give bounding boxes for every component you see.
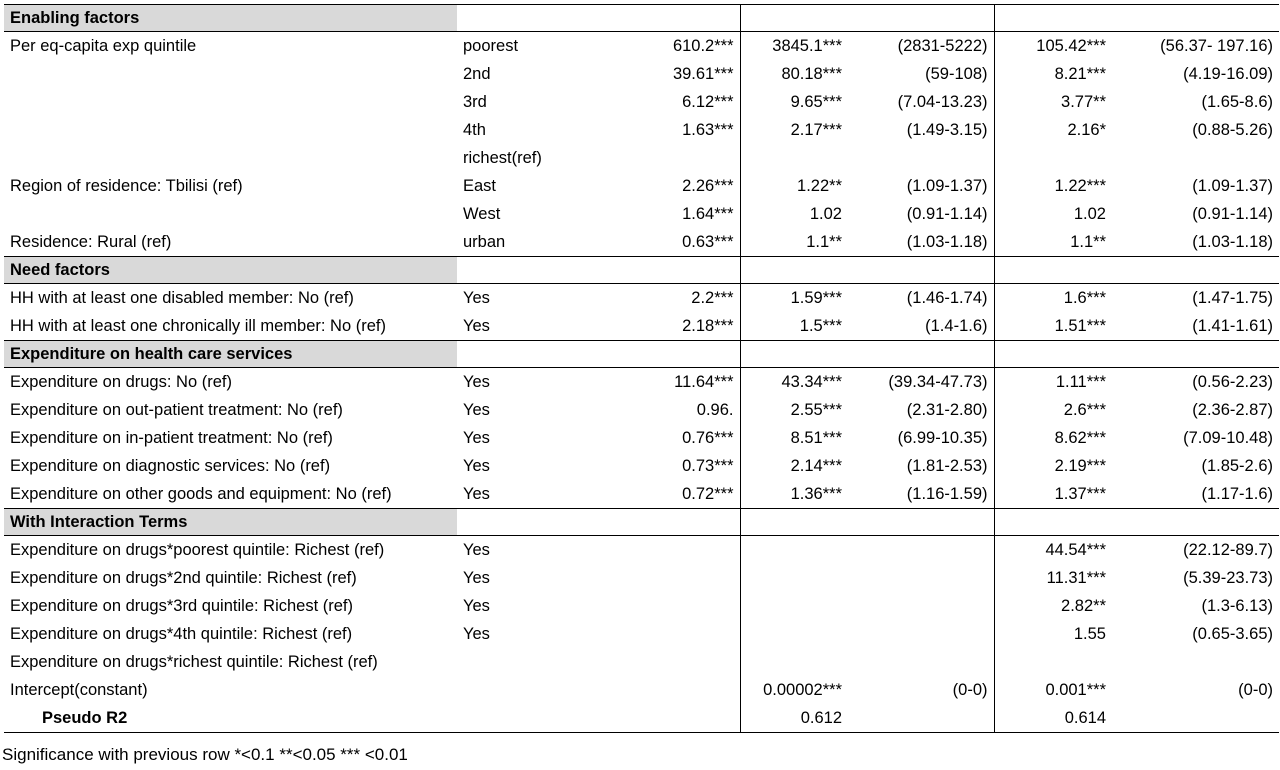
section-header-row — [4, 257, 1279, 284]
model2-confidence-interval — [848, 592, 994, 620]
model2-coefficient: 80.18*** — [740, 60, 848, 88]
model2-coefficient: 1.36*** — [740, 480, 848, 509]
model2-confidence-interval: (1.03-1.18) — [906, 233, 988, 251]
category-level: Yes — [463, 401, 490, 419]
model3-coefficient: 1.11*** — [994, 368, 1112, 397]
model2-confidence-interval — [848, 648, 994, 676]
category-level: 2nd — [463, 65, 491, 83]
empty-cell — [457, 257, 609, 284]
model3-coefficient: 0.001*** — [994, 676, 1112, 704]
model1-coefficient: 0.72*** — [682, 485, 734, 503]
empty-cell — [1112, 341, 1279, 368]
table-row — [4, 676, 1279, 704]
model2-confidence-interval: (0-0) — [952, 681, 988, 699]
table-row — [4, 592, 1279, 620]
model2-confidence-interval: (1.46-1.74) — [906, 289, 988, 307]
model3-coefficient: 105.42*** — [994, 32, 1112, 61]
model2-confidence-interval: (39.34-47.73) — [888, 373, 988, 391]
model2-coefficient: 2.55*** — [740, 396, 848, 424]
model2-coefficient — [740, 564, 848, 592]
empty-cell — [740, 509, 848, 536]
model2-coefficient: 1.22** — [740, 172, 848, 200]
empty-cell — [609, 509, 740, 536]
section-heading: Enabling factors — [4, 5, 457, 32]
empty-cell — [609, 341, 740, 368]
model1-coefficient: 2.26*** — [682, 177, 734, 195]
model3-confidence-interval: (4.19-16.09) — [1183, 65, 1273, 83]
variable-label: Expenditure on drugs: No (ref) — [10, 373, 232, 391]
category-level: Yes — [463, 289, 490, 307]
table-row — [4, 116, 1279, 144]
model3-confidence-interval: (1.09-1.37) — [1192, 177, 1273, 195]
model1-coefficient — [609, 144, 740, 172]
variable-label: Expenditure on diagnostic services: No (ref) — [10, 457, 331, 475]
category-level: East — [463, 177, 497, 195]
category-level: Yes — [463, 597, 490, 615]
category-level: Yes — [463, 317, 490, 335]
model2-confidence-interval: (2831-5222) — [897, 37, 988, 55]
model3-coefficient: 44.54*** — [994, 536, 1112, 565]
variable-label: Intercept(constant) — [10, 681, 148, 699]
section-heading: Need factors — [4, 257, 457, 284]
model2-coefficient: 8.51*** — [740, 424, 848, 452]
regression-results-table — [4, 4, 1279, 733]
model2-coefficient: 43.34*** — [740, 368, 848, 397]
model3-confidence-interval: (0.88-5.26) — [1192, 121, 1273, 139]
model1-coefficient: 2.18*** — [682, 317, 734, 335]
model2-confidence-interval: (1.49-3.15) — [906, 121, 988, 139]
model2-coefficient: 9.65*** — [740, 88, 848, 116]
empty-cell — [994, 5, 1112, 32]
model1-coefficient: 2.2*** — [691, 289, 734, 307]
model2-confidence-interval: (1.09-1.37) — [906, 177, 988, 195]
model1-coefficient: 39.61*** — [672, 65, 734, 83]
model3-confidence-interval: (1.41-1.61) — [1192, 317, 1273, 335]
empty-cell — [848, 5, 994, 32]
model1-coefficient — [609, 620, 740, 648]
model3-confidence-interval: (22.12-89.7) — [1183, 541, 1273, 559]
table-row — [4, 536, 1279, 565]
model3-confidence-interval — [1112, 144, 1279, 172]
category-level: 4th — [463, 121, 486, 139]
table-row — [4, 172, 1279, 200]
model2-coefficient: 1.59*** — [740, 284, 848, 313]
empty-cell — [609, 257, 740, 284]
category-level: Yes — [463, 541, 490, 559]
section-header-row — [4, 5, 1279, 32]
section-header-row — [4, 341, 1279, 368]
table-row — [4, 564, 1279, 592]
model2-confidence-interval: (1.16-1.59) — [906, 485, 988, 503]
category-level: Yes — [463, 457, 490, 475]
model3-coefficient — [994, 144, 1112, 172]
empty-cell — [1112, 257, 1279, 284]
model2-coefficient — [740, 648, 848, 676]
model1-coefficient: 0.96. — [696, 401, 734, 419]
category-level: richest(ref) — [463, 149, 542, 167]
model3-confidence-interval: (5.39-23.73) — [1183, 569, 1273, 587]
table-row — [4, 396, 1279, 424]
empty-cell — [609, 5, 740, 32]
model3-confidence-interval: (1.17-1.6) — [1201, 485, 1273, 503]
variable-label — [4, 144, 457, 172]
model1-coefficient: 0.63*** — [682, 233, 734, 251]
section-heading: Expenditure on health care services — [4, 341, 457, 368]
empty-cell — [848, 704, 994, 733]
model2-coefficient: 3845.1*** — [740, 32, 848, 61]
model2-coefficient: 1.1** — [740, 228, 848, 257]
empty-cell — [457, 704, 609, 733]
empty-cell — [1112, 509, 1279, 536]
model2-confidence-interval: (2.31-2.80) — [906, 401, 988, 419]
variable-label: Expenditure on drugs*2nd quintile: Richest (ref) — [10, 569, 357, 587]
model2-coefficient: 1.5*** — [740, 312, 848, 341]
table-row — [4, 284, 1279, 313]
model1-coefficient: 1.64*** — [682, 205, 734, 223]
variable-label — [4, 88, 457, 116]
variable-label: Expenditure on drugs*poorest quintile: Richest (ref) — [10, 541, 385, 559]
variable-label: Expenditure on drugs*4th quintile: Richest (ref) — [10, 625, 353, 643]
category-level: poorest — [463, 37, 519, 55]
empty-cell — [848, 341, 994, 368]
model3-coefficient: 3.77** — [994, 88, 1112, 116]
model3-coefficient: 2.19*** — [994, 452, 1112, 480]
model2-coefficient — [740, 536, 848, 565]
model3-confidence-interval: (56.37- 197.16) — [1160, 37, 1273, 55]
table-row — [4, 228, 1279, 257]
section-header-row — [4, 509, 1279, 536]
empty-cell — [740, 257, 848, 284]
model3-coefficient: 1.22*** — [994, 172, 1112, 200]
variable-label — [4, 116, 457, 144]
model2-confidence-interval: (1.4-1.6) — [925, 317, 988, 335]
model2-coefficient — [740, 620, 848, 648]
model2-confidence-interval: (0.91-1.14) — [906, 205, 988, 223]
category-level — [457, 648, 609, 676]
significance-footnote: Significance with previous row *<0.1 **<0.05 *** <0.01 — [2, 745, 408, 764]
category-level: Yes — [463, 625, 490, 643]
table-row — [4, 452, 1279, 480]
model2-coefficient: 2.14*** — [740, 452, 848, 480]
variable-label: Expenditure on drugs*richest quintile: Richest (ref) — [10, 653, 378, 671]
model3-confidence-interval: (0-0) — [1238, 681, 1273, 699]
model1-coefficient: 0.76*** — [682, 429, 734, 447]
model3-coefficient: 1.51*** — [994, 312, 1112, 341]
variable-label: HH with at least one disabled member: No (ref) — [10, 289, 354, 307]
model3-confidence-interval: (0.91-1.14) — [1192, 205, 1273, 223]
model3-confidence-interval — [1112, 648, 1279, 676]
model1-coefficient — [609, 564, 740, 592]
category-level: West — [463, 205, 501, 223]
model3-confidence-interval: (1.65-8.6) — [1201, 93, 1273, 111]
model2-confidence-interval — [848, 536, 994, 565]
pseudo-r2-row — [4, 704, 1279, 733]
empty-cell — [848, 509, 994, 536]
variable-label: Expenditure on drugs*3rd quintile: Richest (ref) — [10, 597, 354, 615]
table-row — [4, 88, 1279, 116]
model2-confidence-interval — [848, 620, 994, 648]
model3-coefficient: 2.6*** — [994, 396, 1112, 424]
model1-coefficient: 1.63*** — [682, 121, 734, 139]
table-row — [4, 144, 1279, 172]
empty-cell — [457, 5, 609, 32]
model2-coefficient: 1.02 — [740, 200, 848, 228]
model3-coefficient: 1.1** — [994, 228, 1112, 257]
model3-confidence-interval: (1.85-2.6) — [1201, 457, 1273, 475]
variable-label: Expenditure on out-patient treatment: No (ref) — [10, 401, 343, 419]
model1-coefficient — [609, 592, 740, 620]
section-heading: With Interaction Terms — [4, 509, 457, 536]
model3-coefficient — [994, 648, 1112, 676]
empty-cell — [457, 341, 609, 368]
model1-coefficient: 610.2*** — [672, 37, 734, 55]
pseudo-r2-label: Pseudo R2 — [4, 704, 457, 733]
model2-coefficient: 2.17*** — [740, 116, 848, 144]
model3-confidence-interval: (1.3-6.13) — [1201, 597, 1273, 615]
model3-confidence-interval: (0.56-2.23) — [1192, 373, 1273, 391]
category-level — [457, 676, 609, 704]
variable-label: Residence: Rural (ref) — [10, 233, 172, 251]
variable-label: Expenditure on in-patient treatment: No (ref) — [10, 429, 333, 447]
model3-coefficient: 1.37*** — [994, 480, 1112, 509]
model3-confidence-interval: (1.03-1.18) — [1192, 233, 1273, 251]
model2-coefficient — [740, 592, 848, 620]
model2-confidence-interval: (59-108) — [925, 65, 988, 83]
category-level: 3rd — [463, 93, 487, 111]
model3-confidence-interval: (2.36-2.87) — [1192, 401, 1273, 419]
model2-confidence-interval — [848, 144, 994, 172]
model1-coefficient: 11.64*** — [674, 373, 734, 391]
model3-coefficient: 1.6*** — [994, 284, 1112, 313]
empty-cell — [994, 257, 1112, 284]
model3-coefficient: 11.31*** — [994, 564, 1112, 592]
model3-coefficient: 1.02 — [994, 200, 1112, 228]
category-level: Yes — [463, 569, 490, 587]
category-level: urban — [463, 233, 506, 251]
model1-coefficient: 6.12*** — [682, 93, 734, 111]
variable-label: Per eq-capita exp quintile — [10, 37, 197, 55]
model1-coefficient: 0.73*** — [682, 457, 734, 475]
model3-coefficient: 2.82** — [994, 592, 1112, 620]
model1-coefficient — [609, 676, 740, 704]
table-row — [4, 32, 1279, 61]
model2-confidence-interval: (7.04-13.23) — [897, 93, 988, 111]
model2-confidence-interval — [848, 564, 994, 592]
empty-cell — [740, 5, 848, 32]
variable-label: Region of residence: Tbilisi (ref) — [10, 177, 243, 195]
model2-coefficient — [740, 144, 848, 172]
empty-cell — [457, 509, 609, 536]
model2-pseudo-r2: 0.612 — [740, 704, 848, 733]
model2-confidence-interval: (1.81-2.53) — [906, 457, 988, 475]
empty-cell — [1112, 5, 1279, 32]
model2-confidence-interval: (6.99-10.35) — [897, 429, 988, 447]
empty-cell — [994, 341, 1112, 368]
model3-coefficient: 1.55 — [994, 620, 1112, 648]
empty-cell — [994, 509, 1112, 536]
empty-cell — [609, 704, 740, 733]
category-level: Yes — [463, 485, 490, 503]
model1-coefficient — [609, 648, 740, 676]
empty-cell — [1112, 704, 1279, 733]
table-row — [4, 648, 1279, 676]
variable-label: Expenditure on other goods and equipment: No (ref) — [10, 485, 392, 503]
model2-coefficient: 0.00002*** — [740, 676, 848, 704]
model1-coefficient — [609, 536, 740, 565]
variable-label — [4, 60, 457, 88]
empty-cell — [848, 257, 994, 284]
model3-confidence-interval: (7.09-10.48) — [1183, 429, 1273, 447]
model3-pseudo-r2: 0.614 — [994, 704, 1112, 733]
table-row — [4, 200, 1279, 228]
variable-label — [4, 200, 457, 228]
table-row — [4, 424, 1279, 452]
table-row — [4, 60, 1279, 88]
model3-coefficient: 2.16* — [994, 116, 1112, 144]
table-row — [4, 480, 1279, 509]
category-level: Yes — [463, 373, 490, 391]
model3-confidence-interval: (0.65-3.65) — [1192, 625, 1273, 643]
model3-coefficient: 8.21*** — [994, 60, 1112, 88]
table-row — [4, 620, 1279, 648]
table-row — [4, 312, 1279, 341]
model3-confidence-interval: (1.47-1.75) — [1192, 289, 1273, 307]
model3-coefficient: 8.62*** — [994, 424, 1112, 452]
variable-label: HH with at least one chronically ill member: No (ref) — [10, 317, 386, 335]
table-row — [4, 368, 1279, 397]
empty-cell — [740, 341, 848, 368]
category-level: Yes — [463, 429, 490, 447]
